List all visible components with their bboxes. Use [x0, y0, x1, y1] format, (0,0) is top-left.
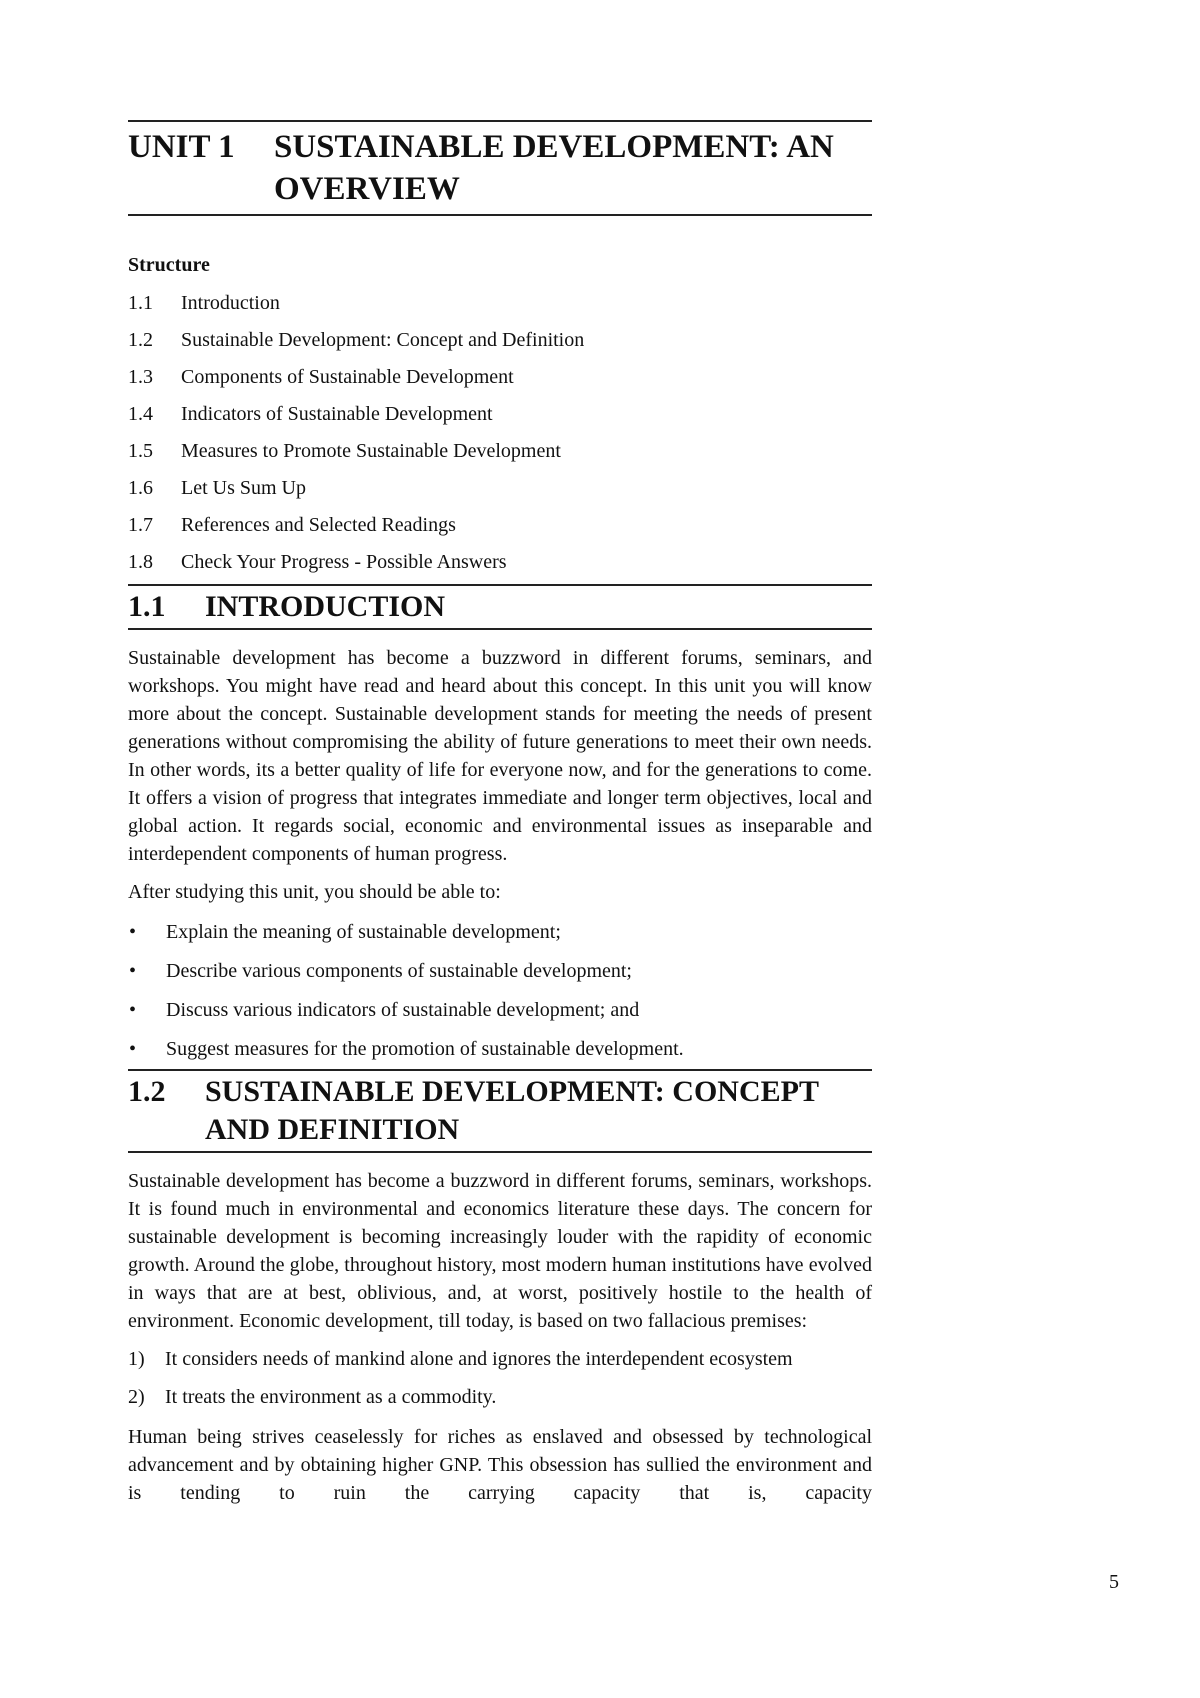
toc-item: [128, 439, 872, 476]
unit-title-line-1: SUSTAINABLE DEVELOPMENT: AN: [274, 129, 834, 165]
toc-number: 1.6: [128, 477, 153, 499]
toc-item: [128, 550, 872, 587]
toc-item: [128, 365, 872, 402]
toc-number: 1.5: [128, 440, 153, 462]
list-item-text: Describe various components of sustainable development;: [166, 960, 632, 982]
bullet-icon: •: [129, 960, 137, 982]
toc-number: 1.8: [128, 551, 153, 573]
toc-item: [128, 476, 872, 513]
toc-label: Components of Sustainable Development: [181, 366, 514, 388]
section-title: [205, 1073, 872, 1149]
section-title: INTRODUCTION: [205, 590, 446, 623]
unit-title-line-2: OVERVIEW: [274, 171, 460, 207]
toc-label: Measures to Promote Sustainable Development: [181, 440, 561, 462]
section-1-bottom-rule: [128, 628, 872, 630]
toc-number: 1.1: [128, 292, 153, 314]
section-2-bottom-rule: [128, 1151, 872, 1153]
bullet-icon: •: [129, 999, 137, 1021]
structure-list: [128, 291, 872, 587]
list-item: [128, 1345, 872, 1383]
bullet-icon: •: [129, 921, 137, 943]
toc-label: Introduction: [181, 292, 280, 314]
toc-label: Let Us Sum Up: [181, 477, 306, 499]
objectives-list: [128, 918, 872, 1074]
obsession-paragraph: Human being strives ceaselessly for riches as enslaved and obsessed by technological advancement and by obtaining higher GNP. This obsession has sullied the environment and is tending to ruin the carrying capacity that is, capacity: [128, 1426, 872, 1504]
premises-list: [128, 1345, 872, 1421]
list-item-text: Explain the meaning of sustainable development;: [166, 921, 561, 943]
toc-item: [128, 291, 872, 328]
list-item-text: Suggest measures for the promotion of sustainable development.: [166, 1038, 684, 1060]
unit-title: [274, 126, 872, 210]
section-number: 1.2: [128, 1075, 166, 1108]
toc-number: 1.4: [128, 403, 153, 425]
toc-label: References and Selected Readings: [181, 514, 456, 536]
toc-item: [128, 402, 872, 439]
list-item: [128, 918, 872, 957]
toc-number: 1.7: [128, 514, 153, 536]
section-2-heading: [128, 1071, 872, 1151]
section-number: 1.1: [128, 590, 166, 623]
section-title-line-1: SUSTAINABLE DEVELOPMENT: CONCEPT: [205, 1075, 819, 1108]
unit-heading: [128, 122, 872, 214]
page-number: 5: [1109, 1571, 1119, 1593]
toc-label: Sustainable Development: Concept and Definition: [181, 329, 585, 351]
toc-label: Check Your Progress - Possible Answers: [181, 551, 507, 573]
list-item: [128, 957, 872, 996]
toc-number: 1.2: [128, 329, 153, 351]
section-1-heading: [128, 586, 872, 628]
intro-paragraph: Sustainable development has become a buzzword in different forums, seminars, and workshops. You might have read and heard about this concept. In this unit you will know more about the concept. Sustainable development stands for meeting the needs of present generations without compromising the ability of future generations to meet their own needs. In other words, its a better quality of life for everyone now, and for the generations to come. It offers a vision of progress that integrates immediate and longer term objectives, local and global action. It regards social, economic and environmental issues as inseparable and interdependent components of human progress.: [128, 647, 872, 865]
unit-bottom-rule: [128, 214, 872, 216]
bullet-icon: •: [129, 1038, 137, 1060]
list-item-text: Discuss various indicators of sustainable development; and: [166, 999, 640, 1021]
list-item-number: 2): [128, 1386, 145, 1408]
unit-number: UNIT 1: [128, 129, 235, 165]
toc-item: [128, 328, 872, 365]
concept-paragraph: Sustainable development has become a buzzword in different forums, seminars, workshops. It is found much in environmental and economics literature these days. The concern for sustainable development is becoming increasingly louder with the rapidity of economic growth. Around the globe, throughout history, most modern human institutions have evolved in ways that are at best, oblivious, and, at worst, positively hostile to the health of environment. Economic development, till today, is based on two fallacious premises:: [128, 1170, 872, 1332]
toc-number: 1.3: [128, 366, 153, 388]
page-content: [128, 120, 872, 1507]
list-item-text: It considers needs of mankind alone and ignores the interdependent ecosystem: [165, 1348, 793, 1370]
section-title-line-2: AND DEFINITION: [205, 1113, 460, 1146]
list-item: [128, 1383, 872, 1421]
objectives-lead: After studying this unit, you should be able to:: [128, 881, 501, 903]
toc-item: [128, 513, 872, 550]
list-item: [128, 996, 872, 1035]
list-item-number: 1): [128, 1348, 145, 1370]
toc-label: Indicators of Sustainable Development: [181, 403, 493, 425]
structure-title: Structure: [128, 254, 210, 276]
list-item-text: It treats the environment as a commodity.: [165, 1386, 497, 1408]
